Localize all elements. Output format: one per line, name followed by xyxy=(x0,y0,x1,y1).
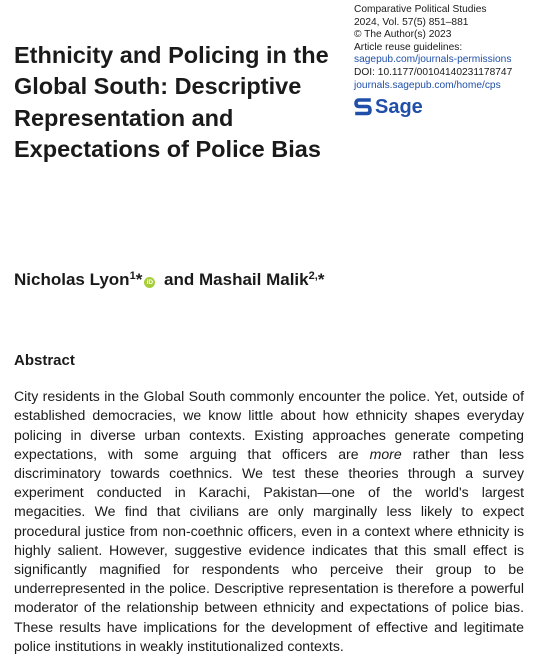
abstract-heading: Abstract xyxy=(14,352,75,369)
author-1-corresponding-mark: * xyxy=(135,270,143,289)
doi[interactable]: DOI: 10.1177/00104140231178747 xyxy=(354,66,513,78)
permissions-link[interactable]: sagepub.com/journals-permissions xyxy=(354,54,512,66)
sage-s-logo-icon xyxy=(354,96,372,118)
copyright: © The Author(s) 2023 xyxy=(354,29,452,41)
orcid-icon[interactable]: iD xyxy=(144,277,155,288)
publisher-logo xyxy=(354,96,544,118)
citation: 2024, Vol. 57(5) 851–881 xyxy=(354,16,469,28)
author-2-affiliation: 2, xyxy=(308,270,318,282)
author-2-name: Mashail Malik xyxy=(199,270,309,289)
abstract-emphasis: more xyxy=(369,445,402,462)
abstract-text-part-2: rather than less discriminatory towards coethnics. We test these theories through a survey experiment conducted in Karachi, Pakistan—one of the world's largest megacities. We find that civilians are only marginally less likely to expect procedural justice from non-coethnic officers, even in a context where ethnicity is highly salient. However, suggestive evidence indicates that this small effect is significantly magnified for respondents who perceive their group to be underrepresented in the police. Descriptive representation is therefore a powerful moderator of the relationship between ethnicity and expectations of police bias. These results have implications for the development of effective and legitimate police institutions in weakly institutionalized contexts. xyxy=(14,445,524,654)
author-2-corresponding-mark: * xyxy=(317,270,325,289)
author-conjunction: and xyxy=(164,270,195,289)
author-list xyxy=(14,270,534,290)
journal-home-link[interactable]: journals.sagepub.com/home/cps xyxy=(354,79,501,91)
author-1-name: Nicholas Lyon xyxy=(14,270,130,289)
journal-name: Comparative Political Studies xyxy=(354,4,487,15)
publisher-name: Sage xyxy=(375,96,423,119)
reuse-label: Article reuse guidelines: xyxy=(354,41,463,53)
abstract-text-part-1: City residents in the Global South commonly encounter the police. Yet, outside of established democracies, we know little about how ethnicity shapes everyday policing in diverse urban contexts. Existing approaches generate competing expectations, with some arguing that officers are xyxy=(14,388,524,462)
abstract-text xyxy=(14,387,524,656)
journal-meta xyxy=(354,4,544,118)
author-1-affiliation: 1 xyxy=(129,270,136,282)
article-title: Ethnicity and Policing in the Global South: Descriptive Representation and Expectations of Police Bias xyxy=(14,41,329,163)
